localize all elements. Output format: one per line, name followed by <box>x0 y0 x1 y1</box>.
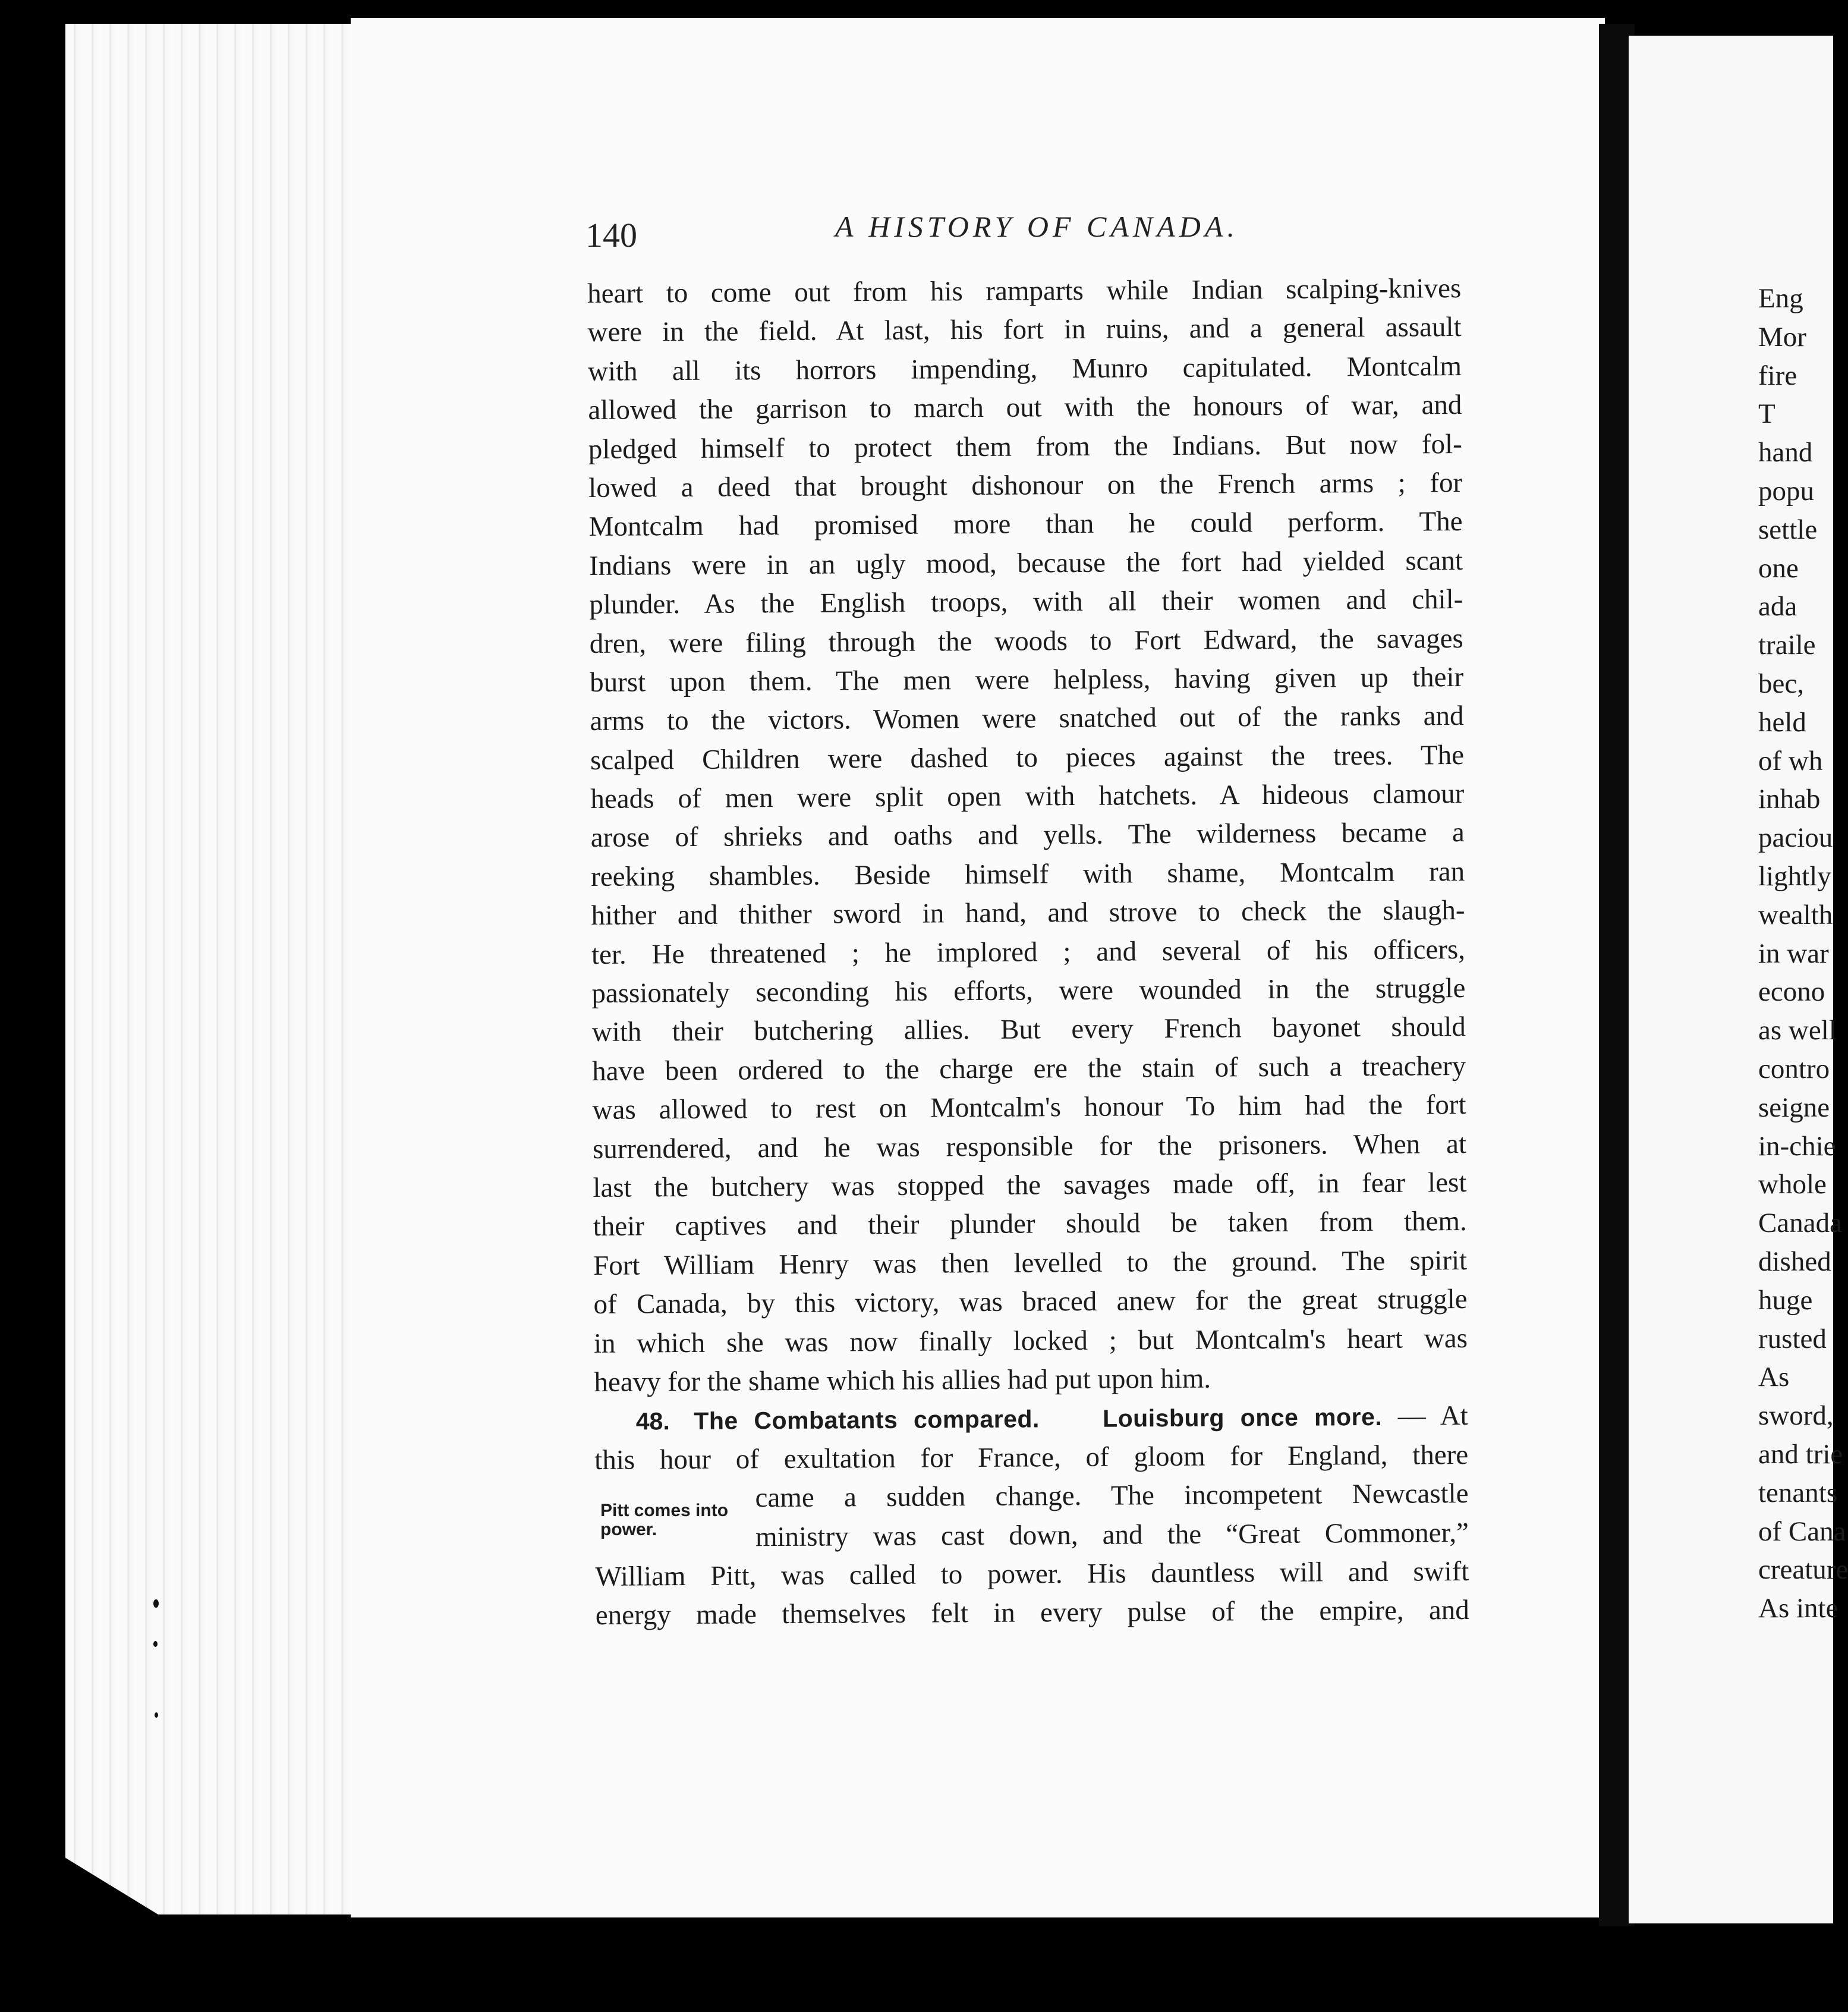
fragment-line: ada <box>1758 591 1797 623</box>
fragment-line: tenants <box>1758 1477 1838 1508</box>
text-line: hither and thither sword in hand, and strove to check the slaugh- <box>591 895 1465 932</box>
text-line: their captives and their plunder should be taken from them. <box>593 1206 1467 1243</box>
text-line: plunder. As the English troops, with all their women and chil- <box>589 584 1463 621</box>
text-line: surrendered, and he was responsible for the prisoners. When at <box>592 1128 1467 1165</box>
fragment-line: settle <box>1758 514 1818 545</box>
page-number: 140 <box>585 216 637 254</box>
text-line: William Pitt, was called to power. His dauntless will and swift <box>595 1555 1469 1592</box>
fragment-line: rusted <box>1758 1323 1827 1354</box>
text-line: scalped Children were dashed to pieces against the trees. The <box>590 739 1465 776</box>
text-line: of Canada, by this victory, was braced anew for the great struggle <box>593 1284 1468 1321</box>
fragment-line: of Cana <box>1758 1516 1846 1547</box>
section-title: The Combatants compared. <box>694 1405 1040 1435</box>
fragment-line: Mor <box>1758 321 1806 353</box>
fragment-line: traile <box>1758 630 1816 661</box>
text-line: lowed a deed that brought dishonour on the French arms ; for <box>588 467 1463 504</box>
text-line: reeking shambles. Beside himself with shame, Montcalm ran <box>591 856 1465 892</box>
fragment-line: lightly <box>1758 860 1831 892</box>
text-line: heads of men were split open with hatchets. A hideous clamour <box>590 778 1465 815</box>
text-line: dren, were filing through the woods to Fort Edward, the savages <box>589 623 1463 659</box>
fragment-line: popu <box>1758 475 1814 507</box>
fragment-line: fire <box>1758 360 1797 391</box>
fragment-line: As <box>1758 1362 1790 1393</box>
facing-page-text <box>1758 279 1848 1628</box>
text-line: this hour of exultation for France, of gloom for England, there <box>594 1439 1469 1476</box>
text-line: Fort William Henry was then levelled to the ground. The spirit <box>593 1244 1468 1281</box>
fragment-line: econo <box>1758 976 1825 1008</box>
text-line: energy made themselves felt in every pulse of the empire, and <box>595 1595 1469 1631</box>
fragment-line: held <box>1758 706 1806 738</box>
fragment-line: sword, <box>1758 1400 1834 1432</box>
text-line: Indians were in an ugly mood, because the fort had yielded scant <box>588 545 1463 581</box>
text-line: allowed the garrison to march out with the honours of war, and <box>588 389 1462 426</box>
text-line: passionately seconding his efforts, were wounded in the struggle <box>591 973 1466 1010</box>
fragment-line: as well <box>1758 1015 1837 1046</box>
text-line: ministry was cast down, and the “Great Commoner,” <box>755 1517 1469 1552</box>
text-line: arms to the victors. Women were snatched out of the ranks and <box>590 700 1464 737</box>
fragment-line: Eng <box>1758 283 1803 314</box>
fragment-line: of wh <box>1758 745 1823 776</box>
fragment-line: Canada <box>1758 1208 1842 1239</box>
text-line: heavy for the shame which his allies had put upon him. <box>594 1363 1211 1398</box>
fragment-line: whole <box>1758 1169 1827 1200</box>
fragment-line: huge <box>1758 1284 1813 1316</box>
fragment-line: in war <box>1758 938 1829 969</box>
fragment-line: T <box>1758 398 1775 430</box>
fragment-line: and trie <box>1758 1438 1843 1470</box>
ink-speck <box>153 1599 159 1608</box>
fragment-line: dished <box>1758 1246 1831 1277</box>
text-line: was allowed to rest on Montcalm's honour To him had the fort <box>592 1089 1466 1126</box>
text-line: arose of shrieks and oaths and yells. The wilderness became a <box>590 817 1465 854</box>
section-heading-line <box>594 1397 1468 1441</box>
book-page-edges <box>65 24 374 1914</box>
text-line: last the butchery was stopped the savages made off, in fear lest <box>593 1167 1467 1203</box>
text-line: came a sudden change. The incompetent Newcastle <box>755 1478 1469 1514</box>
text-line: burst upon them. The men were helpless, having given up their <box>590 661 1464 698</box>
text-line: with all its horrors impending, Munro capitulated. Montcalm <box>587 350 1462 387</box>
fragment-line: hand <box>1758 437 1813 469</box>
text-line: pledged himself to protect them from the Indians. But now fol- <box>588 428 1462 465</box>
fragment-line: seigne <box>1758 1092 1830 1123</box>
fragment-line: in-chie <box>1758 1130 1836 1162</box>
text-line: were in the field. At last, his fort in ruins, and a general assault <box>587 312 1462 348</box>
section-subtitle: Louisburg once more. <box>1102 1403 1383 1433</box>
text-line: Montcalm had promised more than he could perform. The <box>588 506 1463 543</box>
text-line: ter. He threatened ; he implored ; and several of his officers, <box>591 933 1466 970</box>
scan-bottom-border <box>0 1926 1833 2012</box>
section-number: 48. <box>635 1407 670 1435</box>
section-lead-in: — At <box>1397 1400 1468 1432</box>
running-title: A HISTORY OF CANADA. <box>835 210 1239 243</box>
text-line: heart to come out from his ramparts while Indian scalping-knives <box>587 273 1462 309</box>
text-line: have been ordered to the charge ere the stain of such a treachery <box>592 1050 1466 1087</box>
fragment-line: contro <box>1758 1053 1830 1084</box>
fragment-line: wealth <box>1758 899 1833 930</box>
margin-note: Pitt comes into power. <box>600 1501 729 1539</box>
fragment-line: inhab <box>1758 784 1821 815</box>
fragment-line: paciou <box>1758 822 1833 854</box>
fragment-line: creature <box>1758 1554 1848 1586</box>
fragment-line: one <box>1758 552 1799 584</box>
ink-speck <box>153 1641 158 1647</box>
ink-speck <box>155 1712 158 1718</box>
main-text-block <box>587 269 1469 1636</box>
fragment-line: As inte <box>1758 1593 1838 1624</box>
text-line: with their butchering allies. But every French bayonet should <box>591 1011 1466 1048</box>
fragment-line: bec, <box>1758 668 1804 699</box>
text-line: in which she was now finally locked ; but Montcalm's heart was <box>593 1322 1468 1359</box>
